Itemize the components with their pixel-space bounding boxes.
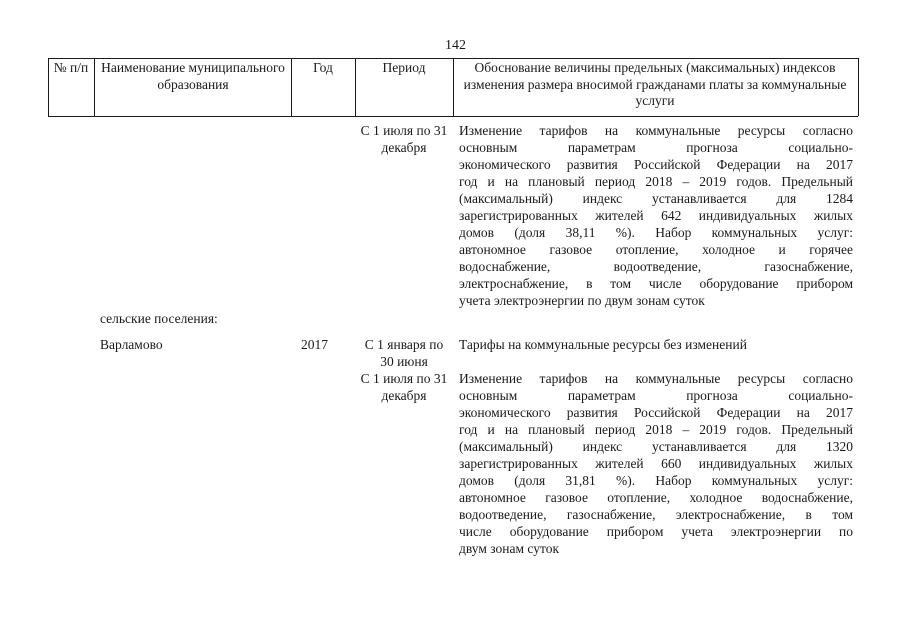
text-line: зарегистрированных жителей 642 индивидуальных жилых (459, 208, 853, 223)
text-line: экономического развития Российской Федерации на 2017 (459, 405, 853, 420)
section-label: сельские поселения: (100, 311, 218, 326)
text-line: домов (доля 38,11 %). Набор коммунальных услуг: (459, 225, 853, 240)
text-line: числе оборудование прибором учета электроэнергии по (459, 524, 853, 539)
row-period: С 1 июля по 31 декабря (360, 371, 448, 403)
text-line: домов (доля 31,81 %). Набор коммунальных услуг: (459, 473, 853, 488)
header-period: Период (382, 60, 426, 75)
header-num: № п/п (53, 60, 89, 75)
text-line: основным параметрам прогноза социально- (459, 388, 853, 403)
text-line: экономического развития Российской Федерации на 2017 (459, 157, 853, 172)
text-line: (максимальный) индекс устанавливается для 1284 (459, 191, 853, 206)
text-line: (максимальный) индекс устанавливается для 1320 (459, 439, 853, 454)
column-divider (858, 58, 859, 116)
column-divider (453, 58, 454, 116)
row-period: С 1 января по 30 июня (364, 337, 444, 369)
text-line: зарегистрированных жителей 660 индивидуальных жилых (459, 456, 853, 471)
row-period: С 1 июля по 31 декабря (360, 123, 448, 155)
text-line: автономное газовое отопление, холодное водоснабжение, (459, 490, 853, 505)
row-justification (459, 370, 853, 557)
header-justification: Обоснование величины предельных (максимальных) индексов изменения размера вносимой гражданами платы за коммунальные услуги (463, 60, 847, 108)
header-year: Год (313, 60, 333, 75)
text-line: двум зонам суток (459, 541, 560, 556)
column-divider (291, 58, 292, 116)
column-divider (94, 58, 95, 116)
text-line: водоснабжение, водоотведение, газоснабжение, (459, 259, 853, 274)
column-divider (355, 58, 356, 116)
text-line: основным параметрам прогноза социально- (459, 140, 853, 155)
text-line: водоотведение, газоснабжение, электроснабжение, в том (459, 507, 853, 522)
text-line: год и на плановый период 2018 – 2019 годов. Предельный (459, 174, 853, 189)
row-justification (459, 122, 853, 309)
text-line: учета электроэнергии по двум зонам суток (459, 293, 705, 308)
column-divider (48, 58, 49, 116)
row-justification: Тарифы на коммунальные ресурсы без изменений (459, 337, 747, 352)
text-line: год и на плановый период 2018 – 2019 годов. Предельный (459, 422, 853, 437)
header-name: Наименование муниципального образования (101, 60, 285, 92)
text-line: автономное газовое отопление, холодное и горячее (459, 242, 853, 257)
text-line: Изменение тарифов на коммунальные ресурсы согласно (459, 371, 853, 386)
row-year: 2017 (301, 337, 328, 352)
page-number: 142 (445, 38, 466, 53)
row-name: Варламово (100, 337, 163, 352)
header-bottom-border (48, 116, 858, 117)
text-line: электроснабжение, в том числе оборудование прибором (459, 276, 853, 291)
text-line: Изменение тарифов на коммунальные ресурсы согласно (459, 123, 853, 138)
